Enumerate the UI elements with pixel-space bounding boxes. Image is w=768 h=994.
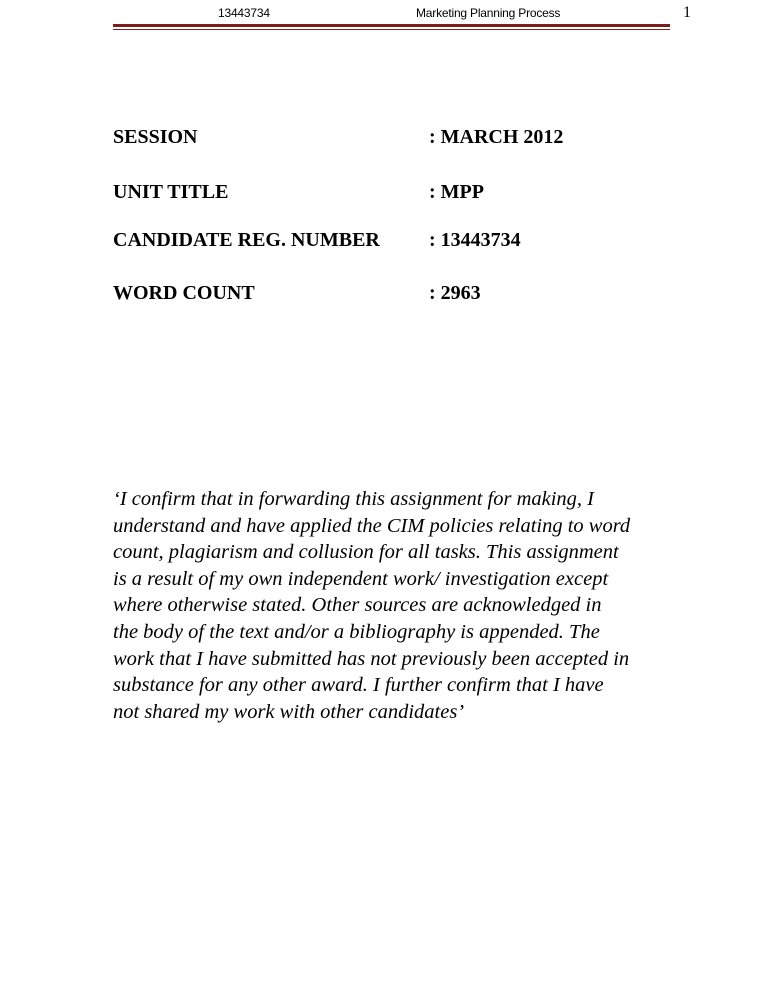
declaration-line: count, plagiarism and collusion for all tasks. This assignment [113,541,619,564]
declaration-line: the body of the text and/or a bibliography is appended. The [113,620,600,643]
declaration-line: where otherwise stated. Other sources are acknowledged in [113,594,602,617]
field-session [113,126,673,152]
declaration-line: understand and have applied the CIM policies relating to word [113,514,631,537]
header-rule-thin [113,29,670,30]
page-header [0,0,768,40]
declaration-line: ‘I confirm that in forwarding this assignment for making, I [113,488,594,510]
declaration-line: work that I have submitted has not previously been accepted in [113,647,630,670]
field-word-count-label: WORD COUNT [113,282,255,304]
header-rule-thick [113,24,670,27]
field-candidate-reg-number-label: CANDIDATE REG. NUMBER [113,229,380,251]
field-unit-title-label: UNIT TITLE [113,181,229,203]
declaration-line: not shared my work with other candidates’ [113,700,465,723]
field-word-count-value: : 2963 [429,282,481,304]
field-word-count [113,282,673,308]
header-page-number: 1 [683,4,691,21]
header-reg-number: 13443734 [218,6,270,20]
field-session-value: : MARCH 2012 [429,126,564,148]
field-unit-title [113,181,673,207]
declaration-line: is a result of my own independent work/ investigation except [113,567,609,590]
field-session-label: SESSION [113,126,198,148]
header-title: Marketing Planning Process [416,6,561,20]
field-candidate-reg-number [113,229,673,255]
declaration-line: substance for any other award. I further confirm that I have [113,674,604,697]
declaration-paragraph [113,486,713,725]
field-unit-title-value: : MPP [429,181,484,203]
field-candidate-reg-number-value: : 13443734 [429,229,521,251]
